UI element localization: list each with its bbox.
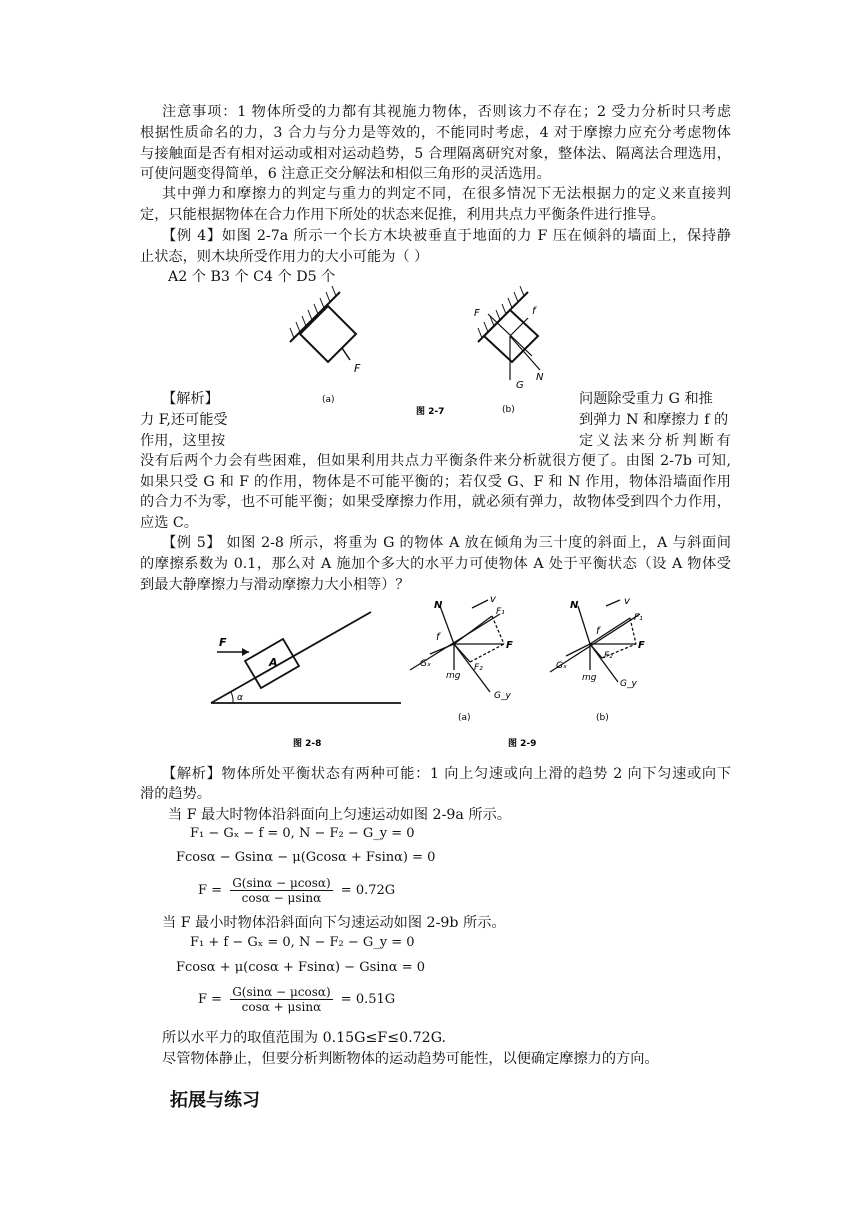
text-line: 定，只能根据物体在合力作用下所处的状态来促推，利用共点力平衡条件进行推导。 [140,207,665,223]
figure-2-8 [205,600,405,750]
text-line: 注意事项：1 物体所受的力都有其视施力物体，否则该力不存在；2 受力分析时只考虑 [162,104,731,120]
force-label: f [596,626,600,637]
force-label: mg [446,671,461,681]
figure-caption: 图 2-7 [416,407,445,417]
figure-2-9 [400,592,660,752]
text-line: 【解析】物体所处平衡状态有两种可能：1 向上匀速或向上滑的趋势 2 向下匀速或向下 [162,766,731,782]
force-label: N [434,600,443,611]
example-4-question: 【例 4】如图 2-7a 所示一个长方木块被垂直于地面的力 F 压在倾斜的墙面上，保持静 [162,228,731,244]
equation: F = $\frac{G(\sin\alpha - \mu\cos\alpha)}{\cos\alpha - \mu\sin\alpha}$ = 0.72G [198,876,396,905]
force-label: f [532,306,536,317]
text-line: 当 F 最大时物体沿斜面向上匀速运动如图 2-9a 所示。 [168,807,511,823]
text-line: 滑的趋势。 [140,786,211,802]
force-label: G_y [494,691,511,701]
text-line: 可使问题变得简单，6 注意正交分解法和相似三角形的灵活选用。 [140,166,551,182]
example-5-question: 【例 5】 如图 2-8 所示，将重为 G 的物体 A 放在倾角为三十度的斜面上，A 与斜面间 [162,535,731,551]
text-line: 根据性质命名的力，3 合力与分力是等效的，不能同时考虑，4 对于摩擦力应充分考虑物体 [140,125,731,141]
velocity-label: v [624,596,630,607]
equation: F₁ − Gₓ − f = 0, N − F₂ − G_y = 0 [190,826,415,841]
text-line: 当 F 最小时物体沿斜面向下匀速运动如图 2-9b 所示。 [162,915,506,931]
equation: F₁ + f − Gₓ = 0, N − F₂ − G_y = 0 [190,935,415,950]
force-label: mg [582,673,597,683]
velocity-label: v [490,594,496,605]
force-label: N [570,600,579,611]
text-line: 止状态，则木块所受作用力的大小可能为（ ） [140,249,429,265]
figure-caption: 图 2-9 [508,739,537,749]
figure-label-a: (a) [322,395,335,405]
figure-label-b: (b) [596,713,609,723]
angle-label: α [237,693,243,703]
text-line: 【解析】 [162,391,219,407]
text-line: 的合力不为零，也不可能平衡；如果受摩擦力作用，就必须有弹力，故物体受到四个力作用， [140,494,731,510]
force-label: Gₓ [420,659,431,669]
text-line: 所以水平力的取值范围为 0.15G≤F≤0.72G. [162,1030,447,1046]
text-line: 的摩擦系数为 0.1，那么对 A 施加个多大的水平力可使物体 A 处于平衡状态（设 A 物体受 [140,556,731,572]
force-label: F [354,362,361,375]
text-line: 作用，这里按 [140,433,226,449]
figure-label-a: (a) [458,713,471,723]
section-heading: 拓展与练习 [170,1090,260,1111]
text-line: 没有后两个力会有些困难，但如果利用共点力平衡条件来分析就很方便了。由图 2-7b 可知, [140,453,731,469]
force-label: G [516,380,524,391]
figure-caption: 图 2-8 [293,739,322,749]
force-label: F [638,640,645,651]
answer-options: A2 个 B3 个 C4 个 D5 个 [168,269,336,285]
force-label: F₁ [634,613,643,623]
force-label: F₂ [604,651,613,661]
figure-label-b: (b) [502,405,515,415]
text-line: 到弹力 N 和摩擦力 f 的 [579,412,729,428]
text-line: 力 F,还可能受 [140,412,228,428]
text-line: 问题除受重力 G 和推 [579,391,713,407]
equation: Fcosα + μ(cosα + Fsinα) − Gsinα = 0 [176,960,425,975]
text-line: 应选 C。 [140,515,198,531]
force-label: N [536,372,544,383]
text-line: 其中弹力和摩擦力的判定与重力的判定不同，在很多情况下无法根据力的定义来直接判 [162,186,731,202]
force-label: F [506,640,513,651]
text-line: 与接触面是否有相对运动或相对运动趋势，5 合理隔离研究对象，整体法、隔离法合理选用， [140,146,731,162]
force-label: F₂ [474,663,483,673]
text-line: 如果只受 G 和 F 的作用，物体是不可能平衡的；若仅受 G、F 和 N 作用，物体沿墙面作用 [140,474,731,490]
force-label: F [474,308,480,319]
force-label: G_y [620,679,637,689]
force-label: f [436,632,440,643]
equation: Fcosα − Gsinα − μ(Gcosα + Fsinα) = 0 [176,850,436,865]
text-line: 尽管物体静止，但要分析判断物体的运动趋势可能性，以便确定摩擦力的方向。 [162,1051,659,1067]
text-line: 到最大静摩擦力与滑动摩擦力大小相等）？ [140,577,410,593]
equation: F = $\frac{G(\sin\alpha - \mu\cos\alpha)}{\cos\alpha + \mu\sin\alpha}$ = 0.51G [198,985,396,1014]
force-label: Gₓ [556,661,567,671]
figure-2-7 [270,284,592,436]
block-label: A [269,656,278,669]
force-label: F₁ [496,607,505,617]
force-label: F [219,636,227,649]
text-line: 定义法来分析判断有 [579,433,731,449]
